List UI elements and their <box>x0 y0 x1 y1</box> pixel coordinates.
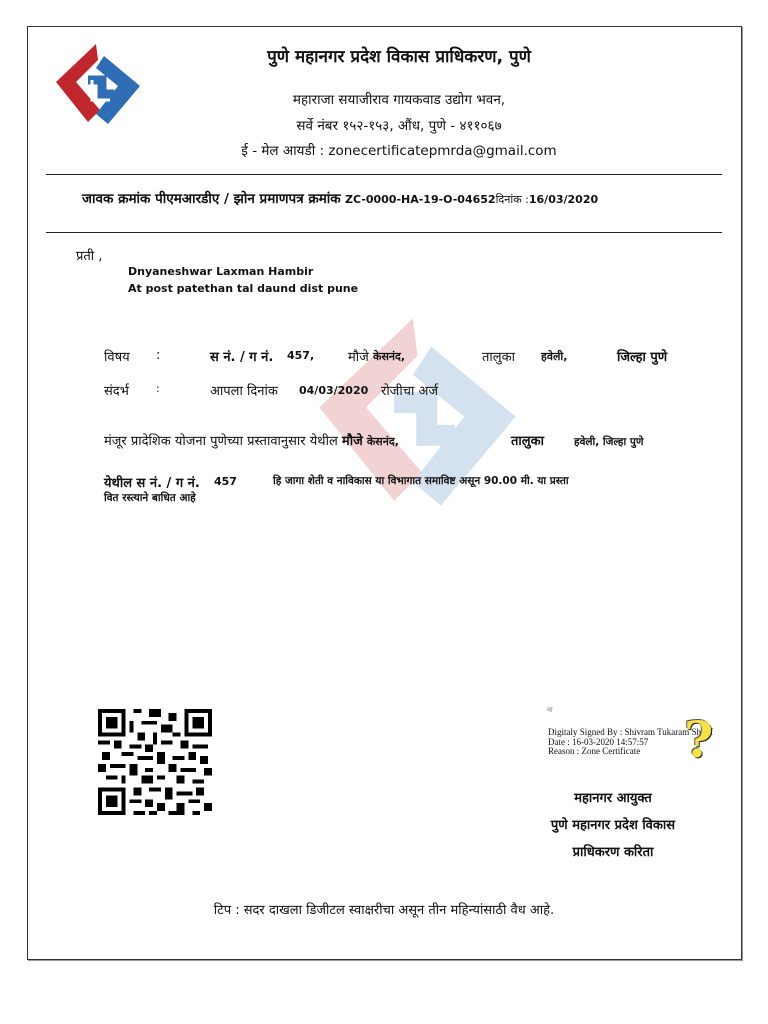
subject-district: जिल्हा पुणे <box>617 350 668 365</box>
body-mouje-label: मौजे <box>341 434 363 449</box>
subject-mouje-label: मौजे <box>348 350 369 365</box>
reference-date-label: दिनांक : <box>495 193 529 206</box>
ref-your-date-label: आपला दिनांक <box>210 384 278 399</box>
authority-title: पुणे महानगर प्रदेश विकास प्राधिकरण, पुणे <box>267 47 531 67</box>
body-survey-number: 457 <box>214 475 237 488</box>
reference-date: 16/03/2020 <box>528 193 599 206</box>
subject-survey-label: स नं. / ग नं. <box>210 350 274 365</box>
body-line-3-text: वित रस्त्याने बाधित आहे <box>104 492 196 504</box>
subject-label: विषय <box>104 350 130 365</box>
email-address: zonecertificatepmrda@gmail.com <box>328 143 557 159</box>
body-survey-label: येथील स नं. / ग नं. <box>104 476 200 491</box>
body-taluka-label: तालुका <box>511 434 544 449</box>
reference-line <box>82 189 598 207</box>
signatory-line-1: महानगर आयुक्त <box>574 791 652 806</box>
body-mouje: केसनंद, <box>366 435 399 448</box>
ref-suffix: रोजीचा अर्ज <box>381 384 439 399</box>
reference-number: ZC-0000-HA-19-O-04652 <box>344 193 496 206</box>
address-line-1: महाराजा सयाजीराव गायकवाड उद्योग भवन, <box>292 92 506 108</box>
signatory-line-3: प्राधिकरण करिता <box>572 845 654 860</box>
ref-label: संदर्भ <box>104 384 129 399</box>
signature-reason: Reason : Zone Certificate <box>548 746 641 756</box>
qr-code <box>98 709 212 815</box>
body-line-1 <box>104 431 399 449</box>
subject-mouje: केसनंद, <box>373 350 406 363</box>
body-line-1-prefix: मंजूर प्रादेशिक योजना पुणेच्या प्रस्तावानुसार येथील <box>104 434 338 449</box>
body-taluka: हवेली, जिल्हा पुणे <box>574 436 644 448</box>
body-line-2-text: हि जागा शेती व नाविकास या विभागात समाविष्ट असून 90.00 मी. या प्रस्ता <box>273 475 569 487</box>
subject-colon: : <box>156 348 161 363</box>
email-line <box>0 141 768 159</box>
recipient-name: Dnyaneshwar Laxman Hambir <box>128 265 314 278</box>
footer-note: टिप : सदर दाखला डिजीटल स्वाक्षरीचा असून तीन महिन्यांसाठी वैध आहे. <box>213 903 555 918</box>
ref-colon: : <box>156 382 160 395</box>
divider-bottom <box>46 232 722 233</box>
reference-label: जावक क्रमांक पीएमआरडीए / झोन प्रमाणपत्र क्रमांक <box>82 191 341 207</box>
to-label: प्रती , <box>76 249 103 264</box>
divider-top <box>46 174 722 175</box>
question-mark-icon: ? <box>684 710 714 769</box>
address-line-2: सर्वे नंबर १५२-१५३, औंध, पुणे - ४११०६७ <box>296 118 502 134</box>
email-label: ई - मेल आयडी : <box>241 143 325 159</box>
subject-taluka-label: तालुका <box>482 350 515 365</box>
subject-taluka: हवेली, <box>541 350 568 363</box>
signature-tiny-mark: ना <box>547 706 553 714</box>
recipient-address: At post patethan tal daund dist pune <box>128 282 359 295</box>
signature-date: Date : 16-03-2020 14:57:57 <box>548 737 649 747</box>
signatory-line-2: पुणे महानगर प्रदेश विकास <box>550 818 676 833</box>
signature-signed-by: Digitaly Signed By : Shivram Tukaram Shitaf <box>548 727 714 737</box>
subject-survey-number: 457, <box>287 349 315 362</box>
ref-date: 04/03/2020 <box>299 384 369 397</box>
